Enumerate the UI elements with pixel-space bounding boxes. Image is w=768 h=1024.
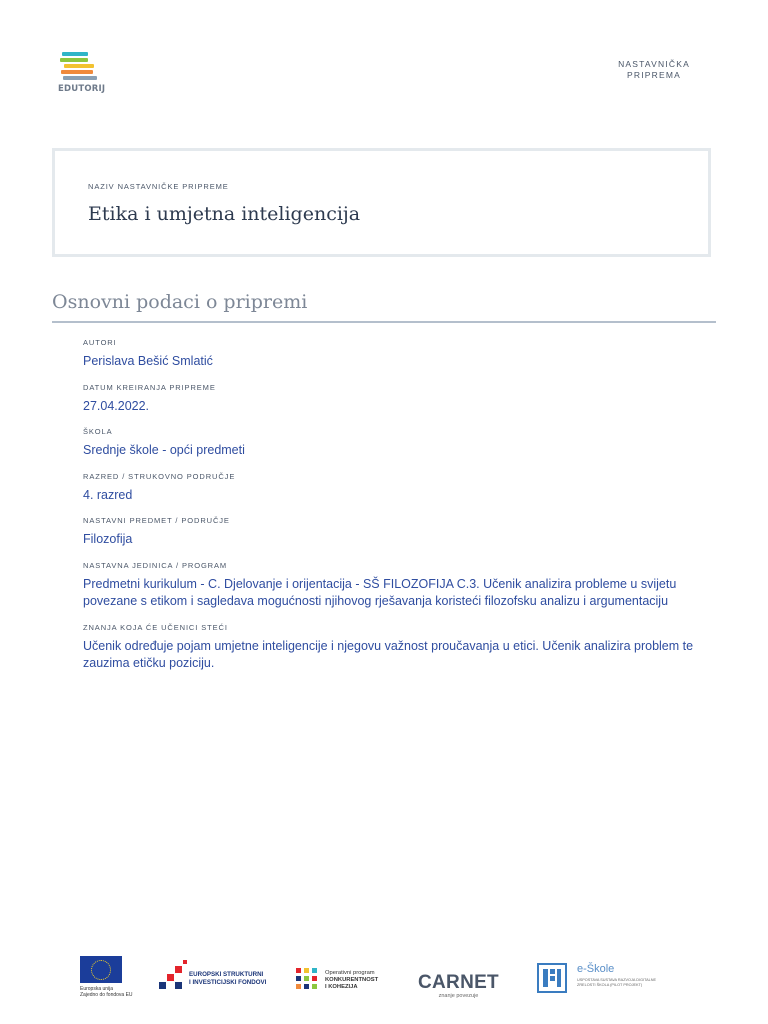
op-text xyxy=(325,970,378,991)
eu-logo xyxy=(80,956,140,998)
field-label: RAZRED / STRUKOVNO PODRUČJE xyxy=(83,471,236,481)
carnet-text: CARNET xyxy=(418,972,499,993)
book-icon xyxy=(63,76,97,80)
esif-logo xyxy=(155,960,285,996)
esif-line: I INVESTICIJSKI FONDOVI xyxy=(189,979,267,986)
carnet-logo xyxy=(418,972,499,999)
field-value: 27.04.2022. xyxy=(83,398,150,413)
grid-icon xyxy=(296,968,318,990)
field-value: Filozofija xyxy=(83,532,133,546)
square-icon xyxy=(159,982,166,989)
field-unit xyxy=(83,561,713,611)
e-skole-tagline: USPOSTAVA SUSTAVA RAZVOJA DIGITALNE ZRELOSTI ŠKOLA (PILOT PROJEKT) xyxy=(577,978,657,987)
field-date xyxy=(83,383,713,416)
eu-caption-line: Europska unija xyxy=(80,986,114,992)
esif-line: EUROPSKI STRUKTURNI xyxy=(189,971,264,978)
op-line: KONKURENTNOST xyxy=(325,977,379,983)
field-value: Srednje škole - opći predmeti xyxy=(83,443,245,457)
field-label: ZNANJA KOJA ĆE UČENICI STEĆI xyxy=(83,622,228,632)
document-type xyxy=(618,59,690,81)
doc-type-line: PRIPREMA xyxy=(627,70,682,80)
book-icon xyxy=(61,70,93,74)
book-icon xyxy=(60,58,88,62)
e-skole-text: e-Škole xyxy=(577,963,615,975)
eu-caption-line: Zajedno do fondova EU xyxy=(80,992,133,998)
square-icon xyxy=(175,982,182,989)
footer-logos xyxy=(0,948,768,1008)
op-line: I KOHEZIJA xyxy=(325,984,358,990)
op-logo xyxy=(296,968,396,998)
square-icon xyxy=(183,960,187,964)
eu-caption xyxy=(80,986,140,998)
book-stack-icon xyxy=(62,52,88,56)
field-label: NASTAVNA JEDINICA / PROGRAM xyxy=(83,560,228,570)
section-divider xyxy=(52,321,716,323)
op-line: Operativni program xyxy=(325,970,375,976)
doc-type-line: NASTAVNIČKA xyxy=(618,59,690,69)
field-value: Perislava Bešić Smlatić xyxy=(83,354,213,368)
field-value: Učenik određuje pojam umjetne inteligencije i njegovu važnost proučavanja u etici. Učenik analizira problem te zauzima etičku poziciju. xyxy=(83,638,694,670)
carnet-subtitle: znanje povezuje xyxy=(438,993,479,999)
field-value: Predmetni kurikulum - C. Djelovanje i orijentacija - SŠ FILOZOFIJA C.3. Učenik analizira probleme u svijetu povezane s etikom i sagledava mogućnosti njihovog rješavanja koristeći filozofsku analizu i argumentaciju xyxy=(83,576,677,608)
field-label: AUTORI xyxy=(83,338,117,347)
field-label: DATUM KREIRANJA PRIPREME xyxy=(83,382,216,392)
field-label: ŠKOLA xyxy=(83,427,113,436)
field-knowledge xyxy=(83,623,713,673)
title-box xyxy=(52,148,711,257)
field-subject xyxy=(83,516,713,549)
field-school xyxy=(83,427,713,460)
edutorij-logo xyxy=(58,50,106,98)
field-value: 4. razred xyxy=(83,487,133,502)
esif-text xyxy=(189,971,266,987)
field-label: NASTAVNI PREDMET / PODRUČJE xyxy=(83,516,230,525)
e-skole-grid-icon xyxy=(537,963,567,993)
logo-text: EDUTORIJ xyxy=(58,84,106,94)
eu-flag-icon xyxy=(80,956,122,983)
fields-list xyxy=(83,338,713,685)
book-icon xyxy=(64,64,94,68)
square-icon xyxy=(167,974,174,981)
e-skole-logo xyxy=(537,963,657,997)
field-grade xyxy=(83,472,713,505)
field-authors xyxy=(83,338,713,371)
square-icon xyxy=(175,966,182,973)
page-title: Etika i umjetna inteligencija xyxy=(88,203,361,225)
title-label: NAZIV NASTAVNIČKE PRIPREME xyxy=(88,182,229,191)
section-title: Osnovni podaci o pripremi xyxy=(52,291,308,313)
